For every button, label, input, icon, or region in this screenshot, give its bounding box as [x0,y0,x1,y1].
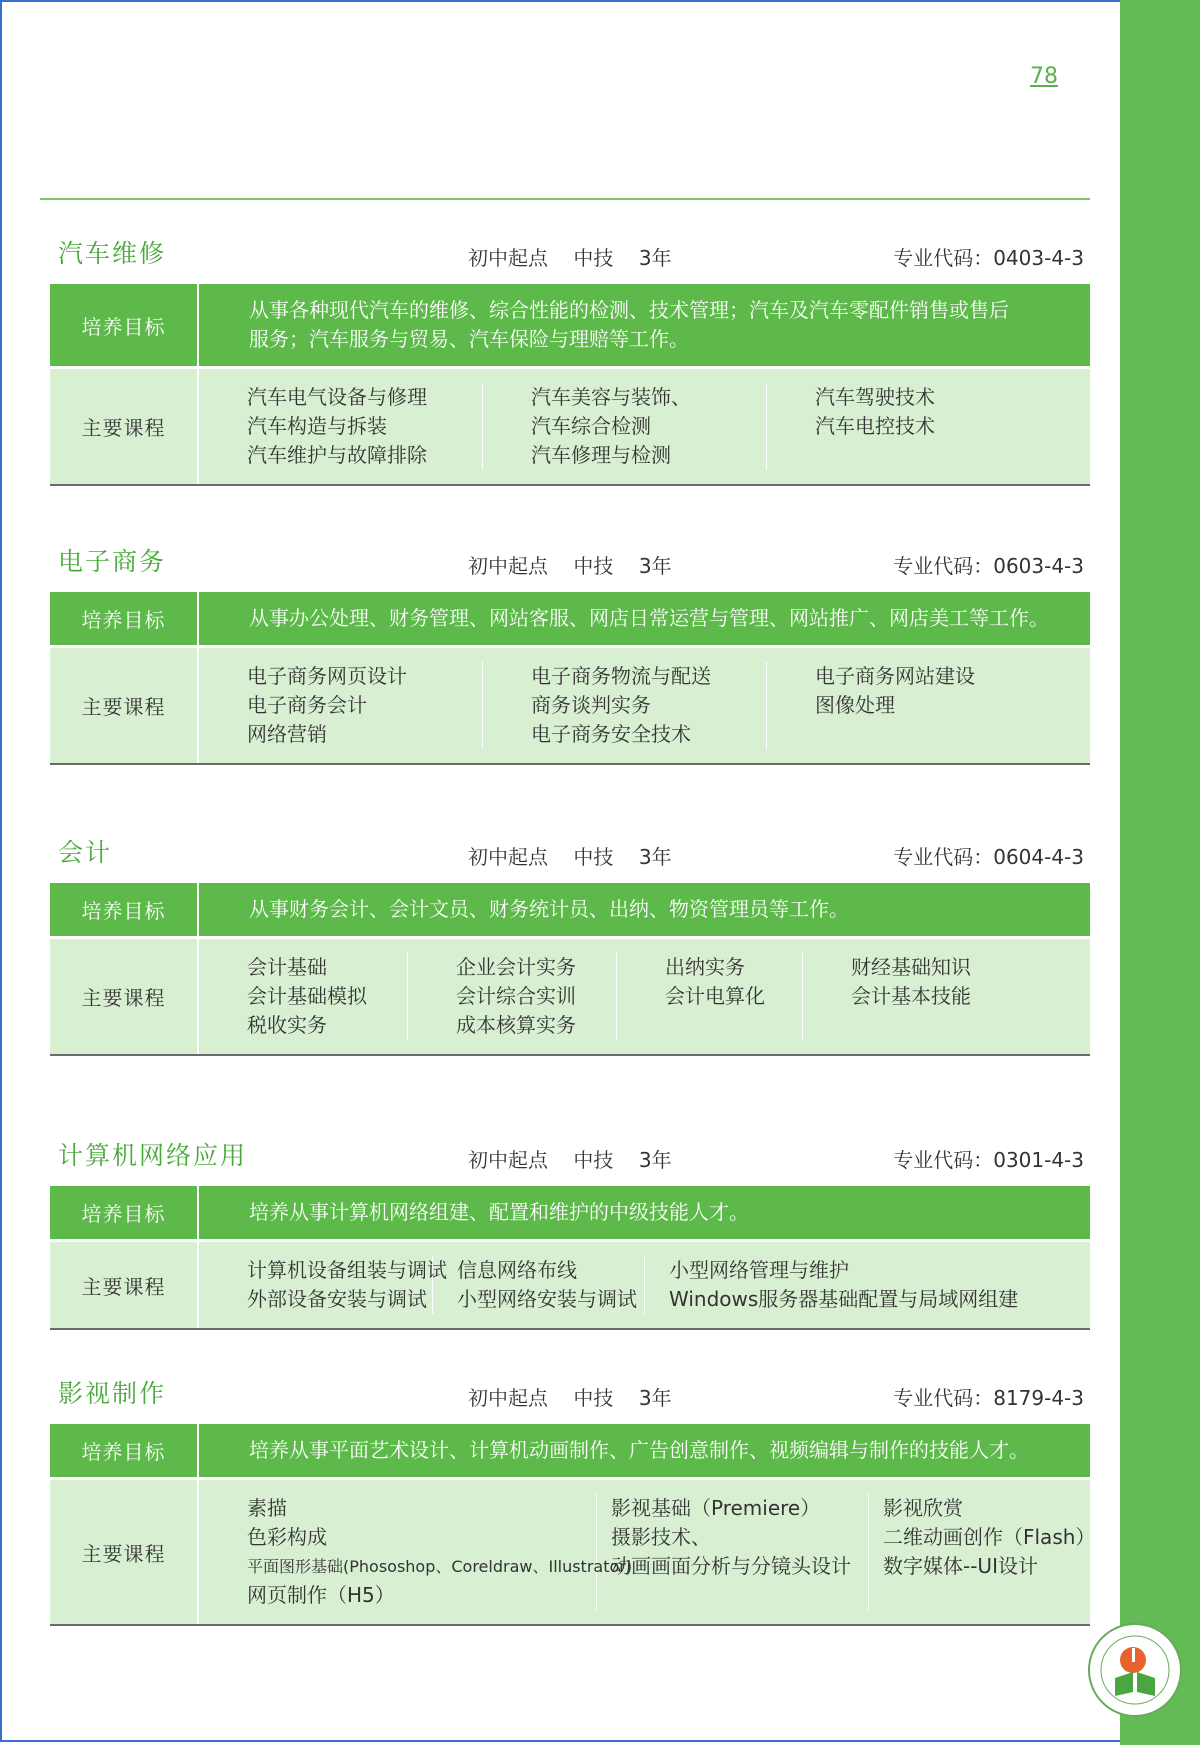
goal-label: 培养目标 [50,1424,199,1477]
course-item: 税收实务 [247,1013,327,1037]
course-item: 汽车美容与装饰、 [531,385,691,409]
top-rule [40,198,1090,200]
section-accounting [50,827,1090,1056]
course-column [645,1256,1090,1314]
courses-row [50,369,1090,486]
goal-text [199,1186,1090,1239]
section-code: 专业代码：8179-4-3 [893,1386,1084,1410]
section-code: 专业代码：0603-4-3 [893,554,1084,578]
course-item: 外部设备安装与调试 [247,1287,427,1311]
goal-row [50,284,1090,369]
course-column [767,383,1090,470]
course-columns [199,1242,1090,1328]
course-column [199,1256,447,1314]
courses-label: 主要课程 [50,369,199,484]
school-seal-logo [1085,1620,1185,1720]
course-item: 企业会计实务 [456,955,576,979]
section-film-production [50,1368,1096,1626]
section-meta: 初中起点 中技 3年 [468,554,672,578]
section-header [50,827,1090,883]
course-item: 汽车构造与拆装 [247,414,387,438]
course-item: 网络营销 [247,722,327,746]
course-item: 电子商务会计 [247,693,367,717]
goal-row [50,883,1090,939]
course-column [199,662,483,749]
course-item: 网页制作（H5） [247,1583,395,1607]
course-column [597,1494,869,1610]
course-item: 会计基础模拟 [247,984,367,1008]
courses-row [50,1480,1096,1626]
course-item: 平面图形基础(Phososhop、Coreldraw、Illustrator) [247,1557,633,1576]
course-column [483,662,767,749]
course-column [869,1494,1095,1610]
section-network-application [50,1130,1090,1330]
courses-row [50,939,1090,1056]
courses-row [50,1242,1090,1330]
section-auto-repair [50,228,1090,486]
course-item: 会计综合实训 [456,984,576,1008]
course-item: 成本核算实务 [456,1013,576,1037]
course-item: 小型网络管理与维护 [669,1258,849,1282]
section-title: 影视制作 [58,1379,167,1408]
section-header [50,228,1090,284]
course-item: 小型网络安装与调试 [457,1287,637,1311]
goal-line: 培养从事计算机网络组建、配置和维护的中级技能人才。 [249,1200,749,1224]
course-item: 动画画面分析与分镜头设计 [611,1554,851,1578]
course-item: 摄影技术、 [611,1525,711,1549]
goal-text [199,883,1090,936]
course-item: 色彩构成 [247,1525,327,1549]
section-meta: 初中起点 中技 3年 [468,845,672,869]
course-column [199,953,408,1040]
course-item: 素描 [247,1496,287,1520]
courses-label: 主要课程 [50,939,199,1054]
section-code: 专业代码：0301-4-3 [893,1148,1084,1172]
goal-label: 培养目标 [50,1186,199,1239]
course-column [767,662,1090,749]
course-item: 出纳实务 [665,955,745,979]
course-column [617,953,803,1040]
courses-label: 主要课程 [50,1480,199,1624]
section-header [50,1368,1090,1424]
course-item: 商务谈判实务 [531,693,651,717]
section-meta: 初中起点 中技 3年 [468,246,672,270]
goal-text [199,284,1090,366]
section-title: 会计 [58,838,113,867]
goal-line: 培养从事平面艺术设计、计算机动画制作、广告创意制作、视频编辑与制作的技能人才。 [249,1438,1029,1462]
courses-label: 主要课程 [50,1242,199,1328]
course-item: 汽车电气设备与修理 [247,385,427,409]
course-item: 汽车综合检测 [531,414,651,438]
course-item: 汽车电控技术 [815,414,935,438]
green-sidebar [1120,0,1200,1745]
section-title: 计算机网络应用 [58,1141,248,1170]
section-meta: 初中起点 中技 3年 [468,1148,672,1172]
course-item: 影视欣赏 [883,1496,963,1520]
section-header [50,1130,1090,1186]
course-columns [199,1480,1095,1624]
goal-row [50,592,1090,648]
section-title: 汽车维修 [58,239,167,268]
course-columns [199,648,1090,763]
course-column [408,953,617,1040]
course-item: Windows服务器基础配置与局域网组建 [669,1287,1019,1311]
course-item: 汽车修理与检测 [531,443,671,467]
section-meta: 初中起点 中技 3年 [468,1386,672,1410]
course-columns [199,939,1090,1054]
course-column [483,383,767,470]
course-columns [199,369,1090,484]
course-column [433,1256,645,1314]
course-item: 二维动画创作（Flash） [883,1525,1096,1549]
course-item: 财经基础知识 [851,955,971,979]
course-item: 数字媒体--UI设计 [883,1554,1038,1578]
goal-line: 从事财务会计、会计文员、财务统计员、出纳、物资管理员等工作。 [249,897,849,921]
courses-label: 主要课程 [50,648,199,763]
goal-label: 培养目标 [50,592,199,645]
page-number: 78 [1030,64,1058,89]
section-title: 电子商务 [58,547,167,576]
section-code: 专业代码：0604-4-3 [893,845,1084,869]
course-item: 汽车维护与故障排除 [247,443,427,467]
goal-text [199,592,1090,645]
goal-line: 从事各种现代汽车的维修、综合性能的检测、技术管理；汽车及汽车零配件销售或售后 [249,298,1009,322]
course-item: 会计电算化 [665,984,765,1008]
section-code: 专业代码：0403-4-3 [893,246,1084,270]
course-column [199,383,483,470]
section-e-commerce [50,536,1090,765]
goal-label: 培养目标 [50,883,199,936]
course-item: 影视基础（Premiere） [611,1496,821,1520]
course-item: 电子商务网页设计 [247,664,407,688]
courses-row [50,648,1090,765]
course-item: 信息网络布线 [457,1258,577,1282]
goal-line: 从事办公处理、财务管理、网站客服、网店日常运营与管理、网站推广、网店美工等工作。 [249,606,1049,630]
course-item: 电子商务安全技术 [531,722,691,746]
course-item: 会计基础 [247,955,327,979]
course-item: 汽车驾驶技术 [815,385,935,409]
goal-row [50,1186,1090,1242]
course-item: 计算机设备组装与调试 [247,1258,447,1282]
course-column [199,1494,633,1610]
goal-label: 培养目标 [50,284,199,366]
course-item: 电子商务网站建设 [815,664,975,688]
goal-line: 服务；汽车服务与贸易、汽车保险与理赔等工作。 [249,327,689,351]
goal-row [50,1424,1090,1480]
course-item: 会计基本技能 [851,984,971,1008]
course-column [803,953,1090,1040]
course-item: 图像处理 [815,693,895,717]
goal-text [199,1424,1090,1477]
course-item: 电子商务物流与配送 [531,664,711,688]
section-header [50,536,1090,592]
